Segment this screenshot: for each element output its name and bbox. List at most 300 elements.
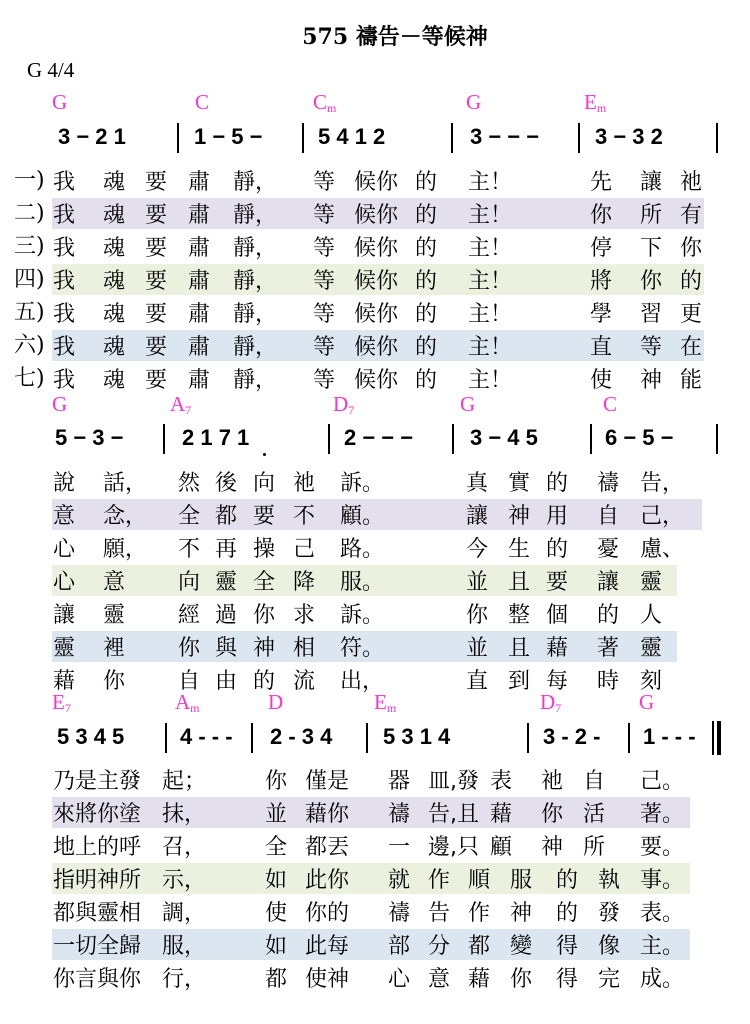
lyric-syllable: 肅 [188, 368, 211, 393]
lyric-syllable: 活 [583, 802, 606, 827]
measure-notes: 5 3 4 5 [57, 724, 125, 749]
lyric-syllable: 的 [556, 901, 579, 926]
verse-number: 一) [14, 168, 45, 193]
lyric-syllable: 服 [510, 868, 533, 893]
measure-notes: 5 − 3 − [55, 425, 124, 450]
chord-symbol: $A_7$ [170, 392, 192, 417]
chord-symbol: G [639, 690, 655, 714]
lyric-syllable: 說 [53, 471, 76, 496]
lyric-syllable: 示， [162, 868, 207, 893]
chord-symbol: $E_7$ [52, 690, 71, 715]
lyric-syllable: 執 [598, 868, 621, 893]
lyric-syllable: 都 [215, 504, 238, 529]
chord-symbol: G [52, 392, 68, 416]
lyric-syllable: 要。 [640, 835, 685, 860]
lyric-syllable: 祂 [680, 170, 703, 195]
lyric-syllable: 分 [428, 934, 451, 959]
lyric-syllable: 得 [556, 967, 579, 992]
chord-symbol: $D_7$ [333, 392, 355, 417]
lyric-syllable: 此你 [305, 868, 350, 893]
lyric-syllable: 流 [293, 669, 316, 694]
lyric-syllable: 全 [253, 570, 276, 595]
lyric-syllable: 心 [53, 537, 76, 562]
lyric-syllable: 並 [466, 636, 489, 661]
lyric-syllable: 主！ [468, 236, 513, 261]
measure-notes: 1 − 5 − [194, 124, 263, 149]
lyric-syllable: 都 [265, 967, 288, 992]
lyric-syllable: 藉 [53, 669, 76, 694]
lyric-syllable: 神 [541, 835, 564, 860]
final-barline [717, 721, 721, 755]
lyric-syllable: 刻 [640, 669, 663, 694]
lyric-syllable: 不 [293, 504, 316, 529]
lyric-syllable: 訴。 [340, 471, 385, 496]
lyric-syllable: 要 [253, 504, 276, 529]
lyric-syllable: 像 [598, 934, 621, 959]
lyric-syllable: 由 [215, 669, 238, 694]
lyric-syllable: 等 [640, 335, 663, 360]
lyric-syllable: 魂 [103, 170, 126, 195]
verse-number: 六) [14, 333, 45, 358]
measure-notes: 6 − 5 − [605, 425, 674, 450]
lyric-syllable: 的 [597, 603, 620, 628]
barline [712, 721, 714, 755]
lyric-syllable: 魂 [103, 302, 126, 327]
lyric-syllable: 都 [468, 934, 491, 959]
lyric-syllable: 要 [145, 368, 168, 393]
lyric-syllable: 指明神所 [53, 868, 142, 893]
lyric-syllable: 靜， [233, 335, 278, 360]
lyric-syllable: 自 [597, 504, 620, 529]
lyric-syllable: 一 [388, 835, 411, 860]
lyric-syllable: 候你 [354, 170, 399, 195]
lyric-syllable: 靈 [640, 636, 663, 661]
barline [716, 123, 718, 153]
lyric-syllable: 能 [680, 368, 703, 393]
lyric-syllable: 等 [313, 269, 336, 294]
barline [366, 723, 368, 753]
lyric-syllable: 起； [162, 769, 207, 794]
lyric-syllable: 你 [590, 203, 613, 228]
lyric-syllable: 降 [293, 570, 316, 595]
lyric-syllable: 念， [103, 504, 148, 529]
lyric-syllable: 的 [415, 302, 438, 327]
lyric-syllable: 慮、 [640, 537, 685, 562]
lyric-syllable: 時 [597, 669, 620, 694]
lyric-syllable: 且 [508, 570, 531, 595]
chord-symbol: G [52, 90, 68, 114]
verse-number: 三) [14, 234, 45, 259]
lyric-syllable: 祂 [541, 769, 564, 794]
lyric-syllable: 靜， [233, 203, 278, 228]
lyric-syllable: 你的 [305, 901, 350, 926]
lyric-syllable: 藉 [490, 802, 513, 827]
lyric-syllable: 你 [510, 967, 533, 992]
lyric-syllable: 完 [598, 967, 621, 992]
lyric-syllable: 先 [590, 170, 613, 195]
lyric-syllable: 主！ [468, 302, 513, 327]
lyric-syllable: 然 [178, 471, 201, 496]
lyric-syllable: 顧。 [340, 504, 385, 529]
lyric-syllable: 靈 [103, 603, 126, 628]
lyric-syllable: 告 [428, 901, 451, 926]
lyric-syllable: 等 [313, 203, 336, 228]
lyric-syllable: 靜， [233, 302, 278, 327]
lyric-syllable: 都丟 [305, 835, 350, 860]
lyric-syllable: 真 [466, 471, 489, 496]
lyric-syllable: 禱 [388, 802, 411, 827]
lyric-syllable: 你 [640, 269, 663, 294]
lyric-syllable: 等 [313, 170, 336, 195]
lyric-syllable: 你 [466, 603, 489, 628]
chord-symbol: $A_m$ [175, 690, 200, 715]
measure-notes: 2 1 7 1 [182, 425, 250, 450]
measure-notes: 3 − 2 1 [58, 124, 126, 149]
lyric-syllable: 藉 [546, 636, 569, 661]
lyric-syllable: 個 [546, 603, 569, 628]
lyric-syllable: 讓 [597, 570, 620, 595]
barline [251, 723, 253, 753]
lyric-syllable: 神 [253, 636, 276, 661]
measure-notes: 3 − − − [470, 124, 540, 149]
low-octave-dot [263, 453, 266, 456]
lyric-syllable: 著 [597, 636, 620, 661]
lyric-syllable: 發 [598, 901, 621, 926]
chord-symbol: $D_7$ [540, 690, 562, 715]
lyric-syllable: 肅 [188, 203, 211, 228]
lyric-syllable: 意 [103, 570, 126, 595]
lyric-syllable: 作 [428, 868, 451, 893]
chord-symbol: D [268, 690, 284, 714]
lyric-syllable: 要 [145, 335, 168, 360]
lyric-syllable: 下 [640, 236, 663, 261]
lyric-syllable: 魂 [103, 203, 126, 228]
lyric-syllable: 就 [388, 868, 411, 893]
lyric-syllable: 候你 [354, 368, 399, 393]
chord-symbol: C [603, 392, 618, 416]
lyric-syllable: 得 [556, 934, 579, 959]
chord-symbol: $E_m$ [584, 90, 607, 115]
lyric-syllable: 調， [162, 901, 207, 926]
lyric-syllable: 相 [293, 636, 316, 661]
key-time-signature: G 4/4 [27, 58, 75, 82]
lyric-syllable: 靈 [53, 636, 76, 661]
lyric-syllable: 事。 [640, 868, 685, 893]
lyric-syllable: 要 [145, 170, 168, 195]
verse-number: 五) [14, 300, 45, 325]
lyric-syllable: 你言與你 [53, 967, 142, 992]
lyric-syllable: 地上的呼 [53, 835, 142, 860]
lyric-syllable: 人 [640, 603, 663, 628]
lyric-syllable: 等 [313, 335, 336, 360]
lyric-syllable: 如 [265, 934, 288, 959]
lyric-syllable: 的 [556, 868, 579, 893]
barline [302, 123, 304, 153]
chord-symbol: G [466, 90, 482, 114]
lyric-syllable: 主！ [468, 368, 513, 393]
lyric-syllable: 的 [415, 170, 438, 195]
lyric-syllable: 等 [313, 302, 336, 327]
lyric-syllable: 自 [178, 669, 201, 694]
lyric-syllable: 後 [215, 471, 238, 496]
lyric-syllable: 並 [265, 802, 288, 827]
barline [163, 424, 165, 454]
lyric-syllable: 藉 [468, 967, 491, 992]
measure-notes: 5 3 1 4 [383, 724, 451, 749]
lyric-syllable: 召， [162, 835, 207, 860]
lyric-syllable: 你 [680, 236, 703, 261]
lyric-syllable: 邊,只 [428, 835, 479, 860]
lyric-syllable: 的 [415, 236, 438, 261]
lyric-syllable: 靜， [233, 236, 278, 261]
lyric-syllable: 並 [466, 570, 489, 595]
lyric-syllable: 候你 [354, 203, 399, 228]
verse-number: 二) [14, 201, 45, 226]
barline [451, 123, 453, 153]
lyric-syllable: 到 [508, 669, 531, 694]
lyric-syllable: 向 [178, 570, 201, 595]
lyric-syllable: 我 [53, 170, 76, 195]
lyric-syllable: 魂 [103, 368, 126, 393]
lyric-syllable: 服， [162, 934, 207, 959]
lyric-syllable: 要 [145, 236, 168, 261]
lyric-syllable: 如 [265, 868, 288, 893]
lyric-syllable: 的 [415, 335, 438, 360]
song-title: 575 禱告－等候神 [302, 24, 488, 50]
lyric-syllable: 使 [265, 901, 288, 926]
lyric-syllable: 變 [510, 934, 533, 959]
lyric-syllable: 一切全歸 [53, 934, 142, 959]
verse-number: 七) [14, 366, 45, 391]
barline [716, 424, 718, 454]
lyric-syllable: 路。 [340, 537, 385, 562]
lyric-syllable: 肅 [188, 236, 211, 261]
lyric-syllable: 有 [680, 203, 703, 228]
measure-notes: 2 - 3 4 [270, 724, 333, 749]
lyric-syllable: 向 [253, 471, 276, 496]
lyric-syllable: 所 [583, 835, 606, 860]
lyric-syllable: 僅是 [305, 769, 350, 794]
lyric-syllable: 你 [178, 636, 201, 661]
lyric-syllable: 我 [53, 302, 76, 327]
lyric-syllable: 裡 [103, 636, 126, 661]
measure-notes: 2 − − − [344, 425, 414, 450]
lyric-syllable: 成。 [640, 967, 685, 992]
lyric-syllable: 魂 [103, 236, 126, 261]
lyric-syllable: 全 [178, 504, 201, 529]
lyric-syllable: 出， [340, 669, 385, 694]
lyric-syllable: 憂 [597, 537, 620, 562]
lyric-syllable: 的 [546, 471, 569, 496]
lyric-syllable: 魂 [103, 269, 126, 294]
measure-notes: 4 - - - [180, 724, 233, 749]
lyric-syllable: 來將你塗 [53, 802, 142, 827]
lyric-syllable: 顧 [490, 835, 513, 860]
chord-symbol: $E_m$ [374, 690, 397, 715]
lyric-syllable: 禱 [597, 471, 620, 496]
chord-symbol: $C_m$ [313, 90, 337, 115]
chord-symbol: G [460, 392, 476, 416]
lyric-syllable: 主！ [468, 203, 513, 228]
lyric-syllable: 要 [145, 302, 168, 327]
lyric-syllable: 行， [162, 967, 207, 992]
lyric-syllable: 使神 [305, 967, 350, 992]
lyric-syllable: 肅 [188, 269, 211, 294]
highlight-band [52, 863, 690, 894]
lyric-syllable: 器 [388, 769, 411, 794]
measure-notes: 5 4 1 2 [318, 124, 386, 149]
measure-notes: 3 − 4 5 [470, 425, 538, 450]
lyric-syllable: 表 [490, 769, 513, 794]
lyric-syllable: 不 [178, 537, 201, 562]
lyric-syllable: 實 [508, 471, 531, 496]
lyric-syllable: 抹， [162, 802, 207, 827]
lyric-syllable: 心 [388, 967, 411, 992]
lyric-syllable: 的 [415, 203, 438, 228]
lyric-syllable: 己。 [640, 769, 685, 794]
lyric-syllable: 神 [508, 504, 531, 529]
barline [328, 424, 330, 454]
lyric-syllable: 我 [53, 368, 76, 393]
lyric-syllable: 願， [103, 537, 148, 562]
lyric-syllable: 肅 [188, 170, 211, 195]
lyric-syllable: 求 [293, 603, 316, 628]
lyric-syllable: 告,且 [428, 802, 479, 827]
measure-notes: 1 - - - [643, 724, 696, 749]
lyric-syllable: 的 [253, 669, 276, 694]
lyric-syllable: 部 [388, 934, 411, 959]
lyric-syllable: 符。 [340, 636, 385, 661]
lyric-syllable: 順 [468, 868, 491, 893]
lyric-syllable: 每 [546, 669, 569, 694]
barline [165, 723, 167, 753]
lyric-syllable: 等 [313, 368, 336, 393]
barline [527, 723, 529, 753]
lyric-syllable: 過 [215, 603, 238, 628]
lyric-syllable: 乃是主發 [53, 769, 142, 794]
lyric-syllable: 在 [680, 335, 703, 360]
lyric-syllable: 候你 [354, 236, 399, 261]
barline [578, 123, 580, 153]
lyric-syllable: 全 [265, 835, 288, 860]
lyric-syllable: 將 [590, 269, 613, 294]
lyric-syllable: 意 [53, 504, 76, 529]
lyric-syllable: 經 [178, 603, 201, 628]
lyric-syllable: 肅 [188, 302, 211, 327]
lyric-syllable: 更 [680, 302, 703, 327]
lyric-syllable: 停 [590, 236, 613, 261]
lyric-syllable: 主！ [468, 335, 513, 360]
lyric-syllable: 話， [103, 471, 148, 496]
lyric-syllable: 的 [415, 368, 438, 393]
lyric-syllable: 我 [53, 236, 76, 261]
lyric-syllable: 的 [415, 269, 438, 294]
lyric-syllable: 所 [640, 203, 663, 228]
barline [628, 723, 630, 753]
lyric-syllable: 今 [466, 537, 489, 562]
lyric-syllable: 主。 [640, 934, 685, 959]
measure-notes: 3 - 2 - [543, 724, 601, 749]
lyric-syllable: 你 [103, 669, 126, 694]
lyric-syllable: 使 [590, 368, 613, 393]
highlight-band [52, 929, 690, 960]
lyric-syllable: 主！ [468, 170, 513, 195]
lyric-syllable: 用 [546, 504, 569, 529]
lyric-syllable: 我 [53, 335, 76, 360]
lyric-syllable: 習 [640, 302, 663, 327]
lyric-syllable: 都與靈相 [53, 901, 142, 926]
lyric-syllable: 禱 [388, 901, 411, 926]
lyric-syllable: 的 [680, 269, 703, 294]
lyric-syllable: 且 [508, 636, 531, 661]
lyric-syllable: 作 [468, 901, 491, 926]
lyric-syllable: 告， [640, 471, 685, 496]
lyric-syllable: 靈 [215, 570, 238, 595]
lyric-syllable: 的 [546, 537, 569, 562]
lyric-syllable: 皿,發 [428, 769, 479, 794]
lyric-syllable: 祂 [293, 471, 316, 496]
lyric-syllable: 候你 [354, 269, 399, 294]
lyric-syllable: 自 [583, 769, 606, 794]
lyric-syllable: 候你 [354, 335, 399, 360]
lyric-syllable: 讓 [640, 170, 663, 195]
lyric-syllable: 神 [510, 901, 533, 926]
verse-number: 四) [14, 267, 45, 292]
lyric-syllable: 整 [508, 603, 531, 628]
lyric-syllable: 生 [508, 537, 531, 562]
lyric-syllable: 你 [541, 802, 564, 827]
lyric-syllable: 我 [53, 203, 76, 228]
lyric-syllable: 靜， [233, 368, 278, 393]
lyric-syllable: 讓 [53, 603, 76, 628]
barline [177, 123, 179, 153]
lyric-syllable: 再 [215, 537, 238, 562]
lyric-syllable: 要 [546, 570, 569, 595]
lyric-syllable: 著。 [640, 802, 685, 827]
lyric-syllable: 心 [53, 570, 76, 595]
chord-symbol: C [195, 90, 210, 114]
barline [452, 424, 454, 454]
lyric-syllable: 與 [215, 636, 238, 661]
barline [590, 424, 592, 454]
lyric-syllable: 己， [640, 504, 685, 529]
lyric-syllable: 主！ [468, 269, 513, 294]
lyric-syllable: 己 [293, 537, 316, 562]
lyric-syllable: 你 [265, 769, 288, 794]
lyric-syllable: 魂 [103, 335, 126, 360]
lyric-syllable: 訴。 [340, 603, 385, 628]
lyric-syllable: 此每 [305, 934, 350, 959]
lyric-syllable: 靈 [640, 570, 663, 595]
lyric-syllable: 學 [590, 302, 613, 327]
lyric-syllable: 操 [253, 537, 276, 562]
lyric-syllable: 直 [466, 669, 489, 694]
lyric-syllable: 你 [253, 603, 276, 628]
lyric-syllable: 要 [145, 203, 168, 228]
lyric-syllable: 服。 [340, 570, 385, 595]
lyric-syllable: 直 [590, 335, 613, 360]
lyric-syllable: 神 [640, 368, 663, 393]
lyric-syllable: 表。 [640, 901, 685, 926]
lyric-syllable: 靜， [233, 170, 278, 195]
lyric-syllable: 等 [313, 236, 336, 261]
lyric-syllable: 意 [428, 967, 451, 992]
lyric-syllable: 我 [53, 269, 76, 294]
lyric-syllable: 要 [145, 269, 168, 294]
measure-notes: 3 − 3 2 [595, 124, 663, 149]
lyric-syllable: 候你 [354, 302, 399, 327]
lyric-syllable: 藉你 [305, 802, 350, 827]
